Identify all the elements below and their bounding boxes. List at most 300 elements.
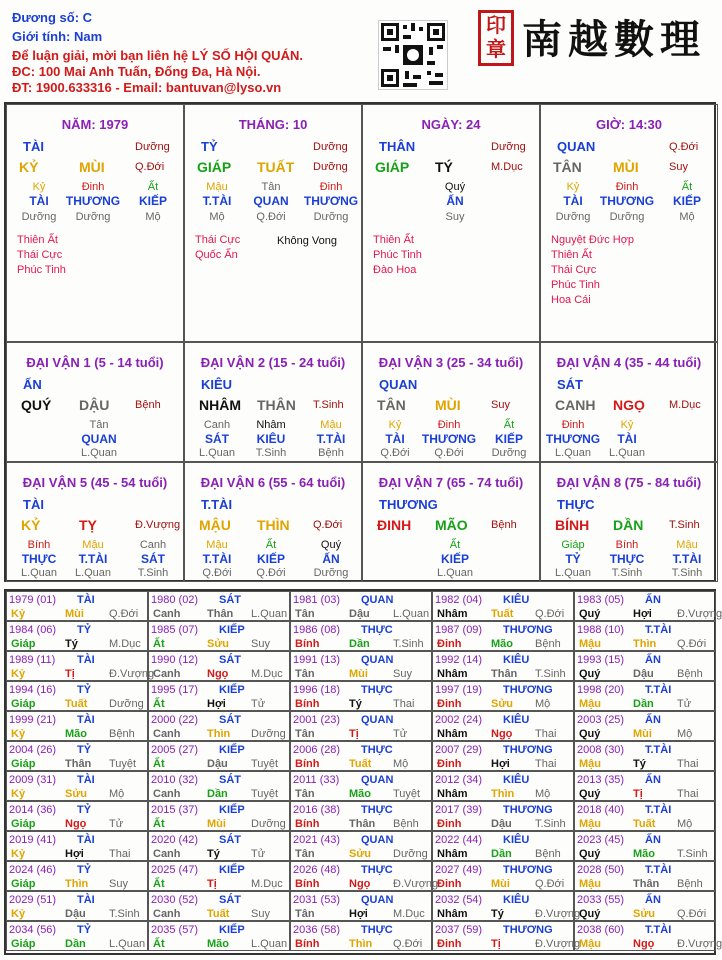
year-branch: Hợi [491, 758, 510, 770]
year-cell [432, 711, 574, 741]
year-god: QUAN [361, 594, 394, 606]
year-branch: Ngọ [65, 818, 87, 830]
year-god: KIÊU [503, 594, 530, 606]
dai-van-status: T.Sinh [669, 519, 700, 531]
hidden-god: T.TÀI [672, 552, 702, 566]
year-branch: Sửu [633, 908, 656, 920]
hidden-god: T.TÀI [78, 552, 108, 566]
star: Thiên Ất [17, 234, 58, 246]
year-cell [6, 591, 148, 621]
year-stem: Ất [153, 878, 165, 890]
year-stem: Ất [153, 818, 165, 830]
year-stage: Q.Đới [535, 878, 565, 890]
year-cell [290, 591, 432, 621]
year-branch: Ngọ [633, 938, 655, 950]
year-stem: Đinh [437, 818, 462, 830]
pillar-stem: GIÁP [375, 159, 410, 175]
year-branch: Mão [491, 638, 513, 650]
year-label: 1990 (12) [151, 654, 199, 666]
year-cell [148, 711, 290, 741]
year-label: 2019 (41) [9, 834, 57, 846]
hidden-stem: Kỷ [620, 419, 634, 431]
qr-code-icon[interactable] [378, 20, 448, 90]
dai-van-god: T.TÀI [201, 497, 233, 512]
year-cell [574, 831, 716, 861]
dai-van-god: THỰC [557, 497, 595, 512]
year-stage: Q.Đới [535, 608, 565, 620]
year-label: 2014 (36) [9, 804, 57, 816]
year-cell [290, 741, 432, 771]
hidden-stage: Mộ [679, 211, 695, 223]
year-label: 2015 (37) [151, 804, 199, 816]
dai-van-stem: BÍNH [555, 517, 590, 533]
year-label: 2033 (55) [577, 894, 625, 906]
year-cell [148, 741, 290, 771]
hidden-stem: Ất [147, 181, 159, 193]
year-god: QUAN [361, 774, 394, 786]
pillar-qd: M.Dục [491, 161, 523, 173]
star: Thái Cực [551, 264, 597, 276]
year-stage: Thai [535, 758, 557, 770]
year-stem: Nhâm [437, 668, 468, 680]
star: Thái Cực [17, 249, 63, 261]
year-branch: Tý [491, 908, 504, 920]
year-stem: Ất [153, 638, 165, 650]
four-pillars-grid [4, 102, 716, 582]
dai-van-5 [6, 462, 184, 582]
year-god: SÁT [219, 774, 241, 786]
hidden-stage: L.Quan [608, 447, 646, 459]
year-god: SÁT [219, 594, 241, 606]
star: Thiên Ất [373, 234, 414, 246]
year-stage: Mộ [393, 758, 409, 770]
year-label: 2027 (49) [435, 864, 483, 876]
dai-van-god: SÁT [557, 377, 583, 392]
pillar-branch: MÙI [613, 159, 639, 175]
hidden-stem: Mậu [676, 539, 698, 551]
year-stage: Tuyệt [251, 758, 279, 770]
hidden-god: TÀI [29, 194, 49, 208]
hidden-god: THƯƠNG [65, 194, 121, 208]
year-cell [6, 621, 148, 651]
year-cell [574, 771, 716, 801]
hidden-god: KIẾP [672, 194, 701, 208]
year-cell [574, 741, 716, 771]
year-label: 1995 (17) [151, 684, 199, 696]
hidden-god: QUAN [253, 194, 289, 208]
year-stage: Đ.Vượng [535, 908, 581, 920]
dai-van-title: ĐẠI VẬN 8 (75 - 84 tuổi) [556, 475, 702, 490]
annual-luck-table [4, 589, 722, 955]
year-stage: Tuyệt [393, 788, 421, 800]
hidden-stage: Mộ [209, 211, 225, 223]
dai-van-stem: CANH [555, 397, 596, 413]
hidden-stage: L.Quan [554, 447, 592, 459]
dai-van-branch: DẦN [613, 517, 644, 533]
year-stage: Mộ [109, 788, 125, 800]
dai-van-status: M.Dục [669, 399, 701, 411]
year-cell [574, 681, 716, 711]
year-god: TỶ [77, 924, 92, 936]
dai-van-stem: TÂN [377, 397, 406, 413]
hidden-god: THỰC [21, 552, 57, 566]
year-cell [148, 681, 290, 711]
hidden-god: THỰC [609, 552, 645, 566]
year-god: THƯƠNG [503, 924, 553, 936]
year-stage: Đ.Vượng [109, 668, 155, 680]
year-label: 2008 (30) [577, 744, 625, 756]
year-god: KIÊU [503, 834, 530, 846]
year-stem: Canh [153, 908, 181, 920]
year-cell [290, 921, 432, 951]
year-stage: Mộ [535, 698, 551, 710]
year-label: 2026 (48) [293, 864, 341, 876]
year-branch: Tuất [491, 608, 514, 620]
pillar-status: Dưỡng [135, 141, 170, 153]
year-stage: L.Quan [251, 608, 288, 620]
hidden-god: TỶ [565, 552, 581, 566]
year-stem: Giáp [11, 878, 36, 890]
hidden-stage: T.Sinh [137, 567, 169, 579]
dai-van-stem: MẬU [199, 517, 231, 533]
year-stem: Bính [295, 878, 320, 890]
year-label: 1992 (14) [435, 654, 483, 666]
star: Thiên Ất [551, 249, 592, 261]
hidden-stem: Đinh [615, 181, 639, 193]
year-god: TỶ [77, 804, 92, 816]
hidden-stage: L.Quan [554, 567, 592, 579]
year-stem: Mậu [579, 878, 601, 890]
dai-van-4 [540, 342, 718, 462]
year-cell [148, 891, 290, 921]
hidden-stem: Canh [139, 539, 167, 551]
year-cell [432, 891, 581, 921]
year-cell [290, 891, 432, 921]
year-cell [432, 801, 574, 831]
dai-van-god: ẤN [23, 377, 42, 392]
year-god: KIẾP [219, 744, 245, 756]
year-stem: Kỷ [11, 608, 26, 620]
dai-van-status: Q.Đới [313, 519, 343, 531]
year-stage: Thai [109, 848, 131, 860]
year-branch: Thìn [349, 938, 373, 950]
year-stage: Suy [109, 878, 128, 890]
year-label: 2024 (46) [9, 864, 57, 876]
year-label: 2005 (27) [151, 744, 199, 756]
pillar-branch: MÙI [79, 159, 105, 175]
year-stem: Nhâm [437, 788, 468, 800]
year-branch: Tý [207, 848, 220, 860]
year-label: 2031 (53) [293, 894, 341, 906]
hidden-god: SÁT [205, 432, 229, 446]
year-stem: Đinh [437, 758, 462, 770]
year-stem: Giáp [11, 638, 36, 650]
year-stage: Suy [251, 638, 270, 650]
year-branch: Ngọ [491, 728, 513, 740]
dai-van-stem: KỶ [21, 517, 41, 533]
year-stage: T.Sinh [393, 638, 424, 650]
year-cell [290, 861, 439, 891]
year-branch: Thìn [65, 878, 89, 890]
dai-van-1 [6, 342, 184, 462]
dai-van-status: Bệnh [491, 519, 517, 531]
year-stem: Quý [579, 908, 601, 920]
year-label: 1996 (18) [293, 684, 341, 696]
year-stem: Nhâm [437, 848, 468, 860]
year-branch: Thân [491, 668, 518, 680]
hidden-stage: Q.Đới [202, 567, 232, 579]
year-god: TÀI [77, 774, 95, 786]
year-stem: Giáp [11, 818, 36, 830]
year-stem: Canh [153, 728, 181, 740]
year-stage: Thai [677, 788, 699, 800]
hidden-stem: Tân [261, 181, 281, 193]
year-stem: Tân [295, 788, 315, 800]
year-branch: Mão [633, 848, 655, 860]
hidden-stem: Mậu [206, 181, 228, 193]
hidden-stem: Mậu [82, 539, 104, 551]
year-cell [432, 921, 581, 951]
year-god: KIẾP [219, 864, 245, 876]
hidden-stem: Quý [320, 539, 342, 551]
year-god: THỰC [361, 744, 393, 756]
year-god: THƯƠNG [503, 624, 553, 636]
year-stage: T.Sinh [109, 908, 140, 920]
year-cell [574, 891, 716, 921]
year-branch: Mão [207, 938, 229, 950]
dai-van-god: QUAN [379, 377, 418, 392]
year-label: 2038 (60) [577, 924, 625, 936]
year-stem: Bính [295, 698, 320, 710]
year-stem: Đinh [437, 938, 462, 950]
year-cell [574, 801, 716, 831]
year-stem: Canh [153, 788, 181, 800]
year-stem: Mậu [579, 638, 601, 650]
year-stage: Suy [251, 908, 270, 920]
year-stem: Bính [295, 938, 320, 950]
year-branch: Sửu [491, 698, 514, 710]
year-branch: Mùi [207, 818, 226, 830]
hidden-stage: Dưỡng [21, 211, 57, 223]
year-label: 1994 (16) [9, 684, 57, 696]
year-cell [432, 831, 574, 861]
year-god: KIÊU [503, 654, 530, 666]
year-stage: M.Dục [251, 668, 283, 680]
year-cell [290, 681, 432, 711]
logo-calligraphy: 南越數理 [522, 16, 706, 63]
year-god: TÀI [77, 894, 95, 906]
year-label: 1981 (03) [293, 594, 341, 606]
pillar-god: TÀI [23, 139, 44, 154]
hidden-stem: Canh [203, 419, 231, 431]
year-stage: L.Quan [109, 938, 146, 950]
year-stem: Tân [295, 728, 315, 740]
dai-van-god: TÀI [23, 497, 44, 512]
hidden-stage: L.Quan [20, 567, 58, 579]
year-god: THỰC [361, 624, 393, 636]
year-label: 1980 (02) [151, 594, 199, 606]
year-branch: Hợi [65, 848, 84, 860]
year-branch: Mùi [491, 878, 510, 890]
hidden-stem: Bính [27, 539, 51, 551]
year-cell [290, 771, 432, 801]
year-label: 1998 (20) [577, 684, 625, 696]
year-stem: Bính [295, 758, 320, 770]
dai-van-2 [184, 342, 362, 462]
year-cell [432, 771, 574, 801]
year-label: 2004 (26) [9, 744, 57, 756]
year-stage: T.Sinh [535, 668, 566, 680]
dai-van-status: T.Sinh [313, 399, 344, 411]
seal-stamp: 印 章 [478, 10, 514, 66]
year-cell [148, 921, 290, 951]
year-cell [290, 801, 432, 831]
dai-van-title: ĐẠI VẬN 6 (55 - 64 tuổi) [200, 475, 346, 490]
year-cell [574, 591, 722, 621]
hidden-god: T.TÀI [202, 194, 232, 208]
pillar-branch: TUẤT [257, 159, 295, 175]
year-stage: Đ.Vượng [677, 938, 722, 950]
hidden-stage: Dưỡng [555, 211, 591, 223]
year-god: TỶ [77, 684, 92, 696]
year-god: T.TÀI [645, 624, 672, 636]
pillar-god: TỶ [201, 139, 218, 154]
year-god: THƯƠNG [503, 864, 553, 876]
pillar-title: THÁNG: 10 [238, 117, 308, 132]
year-god: ẤN [645, 834, 661, 846]
hidden-stem: Mậu [320, 419, 342, 431]
year-stage: Tuyệt [109, 758, 137, 770]
dai-van-stem: ĐINH [377, 517, 412, 533]
dai-van-stem: QUÝ [21, 397, 52, 413]
hidden-stem: Kỷ [566, 181, 580, 193]
year-stem: Kỷ [11, 668, 26, 680]
dai-van-god: THƯƠNG [379, 497, 438, 512]
year-god: THỰC [361, 684, 393, 696]
year-god: TÀI [77, 714, 95, 726]
year-cell [574, 711, 716, 741]
contact-line: Để luận giải, mời bạn liên hệ LÝ SỐ HỘI QUÁN. [12, 48, 303, 63]
year-label: 2037 (59) [435, 924, 483, 936]
year-label: 1988 (10) [577, 624, 625, 636]
year-stem: Bính [295, 638, 320, 650]
hidden-stem: Giáp [561, 539, 585, 551]
year-god: THƯƠNG [503, 684, 553, 696]
year-branch: Thìn [633, 638, 657, 650]
pillar-qd: Suy [669, 161, 688, 173]
hidden-god: T.TÀI [316, 432, 346, 446]
pillar-branch: TÝ [435, 159, 453, 175]
year-label: 2009 (31) [9, 774, 57, 786]
year-stem: Quý [579, 848, 601, 860]
extra-star: Không Vong [277, 235, 337, 247]
star: Nguyệt Đức Hợp [551, 234, 635, 246]
year-label: 1986 (08) [293, 624, 341, 636]
hidden-god: ẤN [446, 194, 464, 208]
year-label: 2017 (39) [435, 804, 483, 816]
hidden-god: KIẾP [138, 194, 167, 208]
year-label: 2021 (43) [293, 834, 341, 846]
gender-line: Giới tính: Nam [12, 29, 103, 44]
year-label: 2010 (32) [151, 774, 199, 786]
year-label: 1982 (04) [435, 594, 483, 606]
year-cell [574, 651, 716, 681]
hidden-god: SÁT [141, 552, 165, 566]
year-stage: Bệnh [393, 818, 419, 830]
year-label: 2034 (56) [9, 924, 57, 936]
hidden-god: THƯƠNG [599, 194, 655, 208]
hidden-god: TÀI [563, 194, 583, 208]
year-branch: Hợi [207, 698, 226, 710]
year-branch: Dần [349, 638, 370, 650]
year-stem: Quý [579, 728, 601, 740]
dai-van-title: ĐẠI VẬN 3 (25 - 34 tuổi) [378, 355, 524, 370]
year-god: ẤN [645, 714, 661, 726]
year-stage: Suy [393, 668, 412, 680]
dai-van-8 [540, 462, 718, 582]
year-god: KIẾP [219, 684, 245, 696]
hidden-stem: Bính [615, 539, 639, 551]
year-stage: Q.Đới [677, 638, 707, 650]
hidden-stem: Tân [89, 419, 109, 431]
year-stem: Quý [579, 608, 601, 620]
year-branch: Sửu [349, 848, 372, 860]
year-branch: Tị [633, 788, 643, 800]
year-god: KIÊU [503, 714, 530, 726]
year-stem: Bính [295, 818, 320, 830]
dai-van-stem: NHÂM [199, 397, 241, 413]
dai-van-7 [362, 462, 540, 582]
year-stage: Thai [677, 758, 699, 770]
pillar-2 [362, 104, 540, 342]
year-stage: Thai [393, 698, 415, 710]
hidden-god: THƯƠNG [303, 194, 359, 208]
year-stage: Dưỡng [251, 728, 286, 740]
year-stem: Đinh [437, 638, 462, 650]
hidden-stem: Ất [681, 181, 693, 193]
address-line: ĐC: 100 Mai Anh Tuấn, Đống Đa, Hà Nội. [12, 64, 261, 79]
year-branch: Mão [349, 788, 371, 800]
year-stage: Bệnh [109, 728, 135, 740]
year-god: ẤN [645, 774, 661, 786]
hidden-stage: Q.Đới [380, 447, 410, 459]
year-branch: Dậu [491, 818, 512, 830]
dai-van-status: Bệnh [135, 399, 161, 411]
year-branch: Dậu [633, 668, 654, 680]
year-stage: M.Dục [393, 908, 425, 920]
year-cell [148, 771, 290, 801]
year-label: 1979 (01) [9, 594, 57, 606]
year-stem: Kỷ [11, 848, 26, 860]
hidden-god: KIẾP [494, 432, 523, 446]
year-branch: Dần [633, 698, 654, 710]
year-stage: M.Dục [109, 638, 141, 650]
hidden-stem: Kỷ [32, 181, 46, 193]
year-god: T.TÀI [645, 864, 672, 876]
year-branch: Hợi [349, 908, 368, 920]
dai-van-branch: THÌN [257, 517, 290, 533]
year-god: KIÊU [503, 894, 530, 906]
year-stem: Mậu [579, 938, 601, 950]
year-cell [290, 711, 432, 741]
year-label: 2020 (42) [151, 834, 199, 846]
year-branch: Mão [65, 728, 87, 740]
star: Đào Hoa [373, 264, 417, 276]
year-cell [6, 921, 148, 951]
dai-van-title: ĐẠI VẬN 2 (15 - 24 tuổi) [200, 355, 346, 370]
year-god: THỰC [361, 804, 393, 816]
year-stem: Canh [153, 848, 181, 860]
